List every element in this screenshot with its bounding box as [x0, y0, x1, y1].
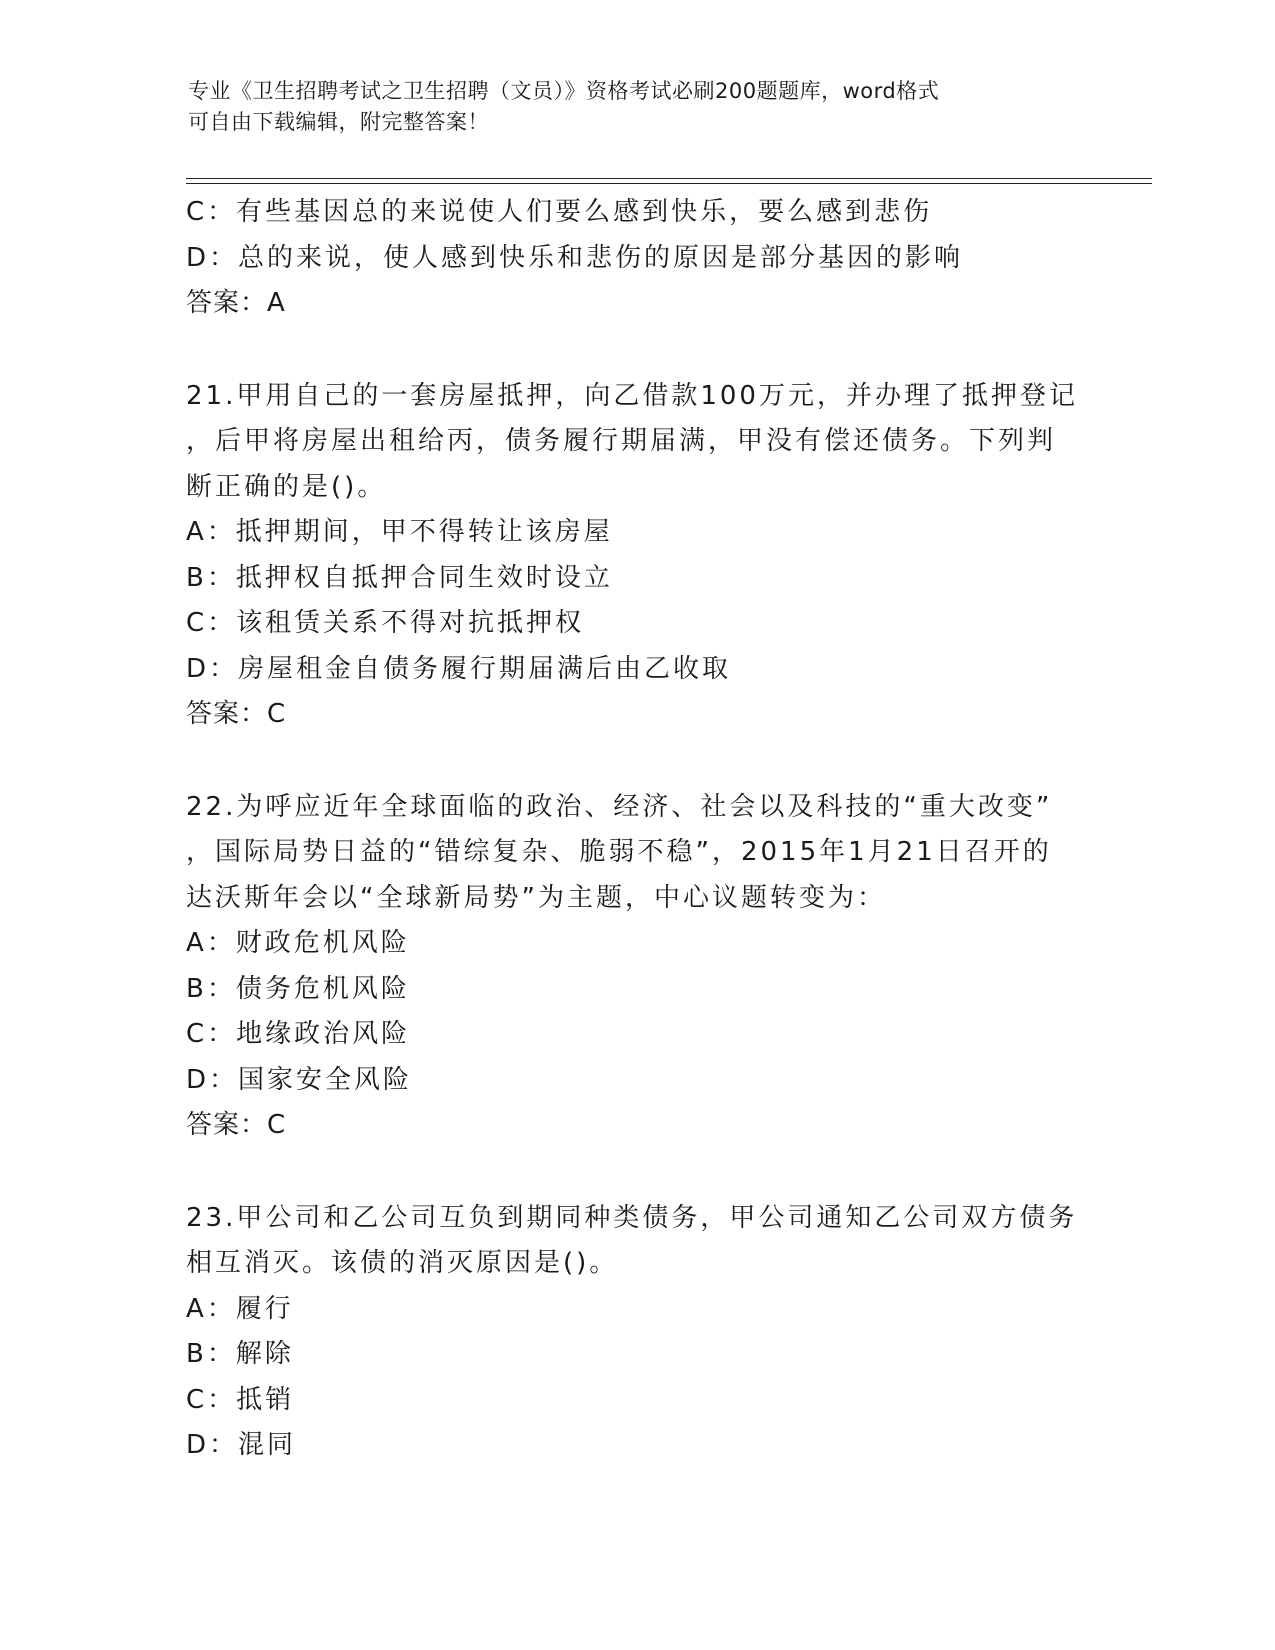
- option-c: C：该租赁关系不得对抗抵押权: [186, 608, 585, 638]
- answer-line: 答案：C: [186, 1110, 287, 1140]
- option-a: A：抵押期间，甲不得转让该房屋: [186, 517, 613, 547]
- answer-line: 答案：A: [186, 288, 286, 318]
- answer-line: 答案：C: [186, 699, 287, 729]
- option-a: A：履行: [186, 1293, 294, 1324]
- document-header: [188, 76, 1088, 138]
- question-list: [186, 190, 1106, 1469]
- question-stem-line: 相互消灭。该债的消灭原因是()。: [186, 1248, 619, 1278]
- option-b: B：抵押权自抵押合同生效时设立: [186, 562, 613, 593]
- header-title-line-2: 可自由下载编辑，附完整答案！: [188, 110, 489, 134]
- option-d: D：房屋租金自债务履行期届满后由乙收取: [186, 653, 732, 684]
- option-a: A：财政危机风险: [186, 928, 410, 958]
- option-c: C：抵销: [186, 1384, 295, 1415]
- question-stem-line: 23.甲公司和乙公司互负到期同种类债务，甲公司通知乙公司双方债务: [186, 1202, 1078, 1233]
- question-22: [186, 785, 1106, 1149]
- question-stem-line: 21.甲用自己的一套房屋抵押，向乙借款100万元，并办理了抵押登记: [186, 380, 1078, 411]
- question-23: [186, 1196, 1106, 1469]
- option-b: B：解除: [186, 1339, 294, 1369]
- header-divider-top: [186, 178, 1152, 179]
- option-d: D：国家安全风险: [186, 1064, 413, 1095]
- question-stem-line: ，后甲将房屋出租给丙，债务履行期届满，甲没有偿还债务。下列判: [186, 426, 1057, 456]
- option-d: D：混同: [186, 1430, 297, 1460]
- header-divider-bottom: [186, 183, 1152, 184]
- question-stem-line: 断正确的是()。: [186, 471, 387, 502]
- question-stem-line: 22.为呼应近年全球面临的政治、经济、社会以及科技的“重大改变”: [186, 791, 1053, 822]
- header-title-line-1: 专业《卫生招聘考试之卫生招聘（文员）》资格考试必刷200题题库，word格式: [188, 79, 940, 103]
- option-c: C：地缘政治风险: [186, 1019, 411, 1049]
- option-b: B：债务危机风险: [186, 973, 410, 1004]
- question-21: [186, 374, 1106, 738]
- option-d: D：总的来说，使人感到快乐和悲伤的原因是部分基因的影响: [186, 242, 964, 273]
- question-stem-line: 达沃斯年会以“全球新局势”为主题，中心议题转变为：: [186, 882, 886, 913]
- question-stem-line: ，国际局势日益的“错综复杂、脆弱不稳”，2015年1月21日召开的: [186, 837, 1052, 867]
- previous-question-tail: [186, 190, 1106, 327]
- option-c: C：有些基因总的来说使人们要么感到快乐，要么感到悲伤: [186, 197, 933, 227]
